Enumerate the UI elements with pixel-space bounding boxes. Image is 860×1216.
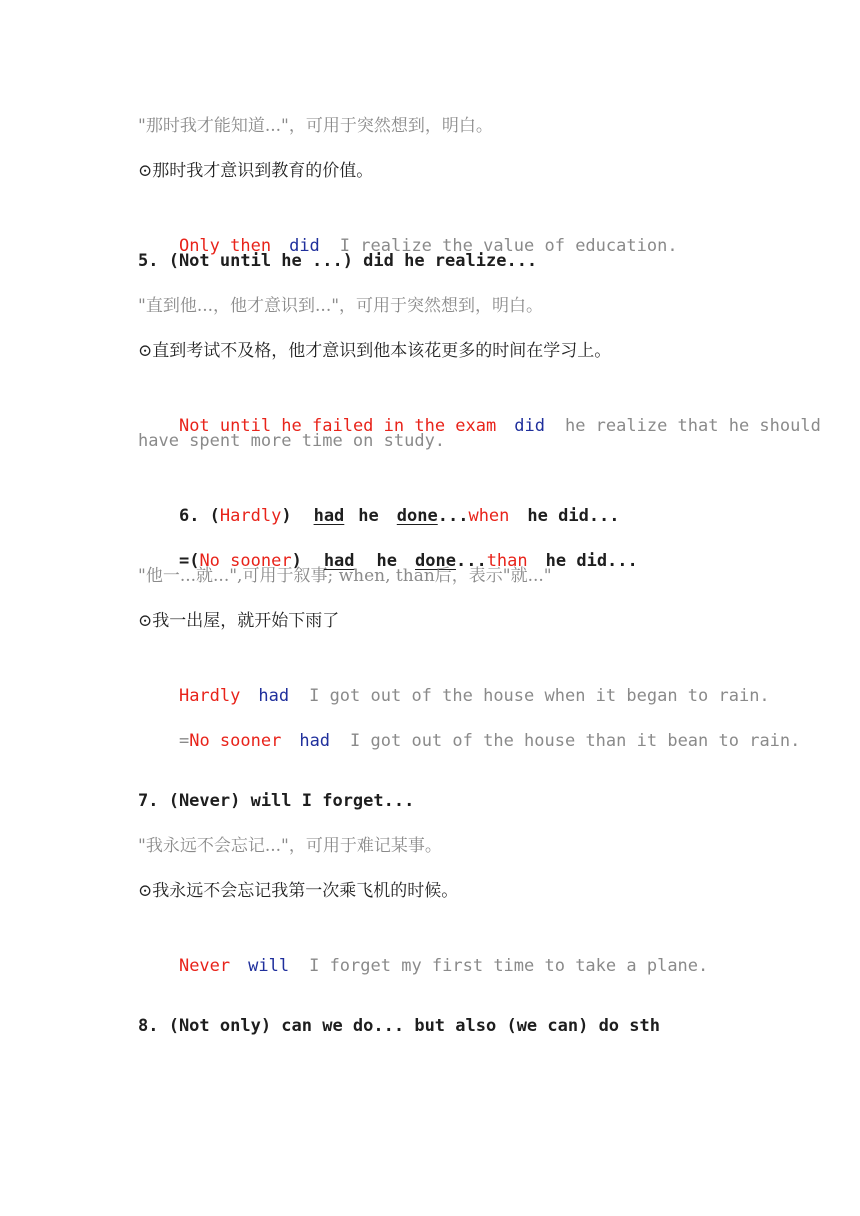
example-english-line [138,651,770,706]
example-chinese-line: ⊙直到考试不及格，他才意识到他本该花更多的时间在学习上。 [138,341,612,361]
explanation-line: "我永远不会忘记..."，可用于难记某事。 [138,836,442,856]
example-chinese-line: ⊙我一出屋，就开始下雨了 [138,611,340,631]
inverted-adverbial: Never [178,956,231,976]
keyword-when: when [468,506,510,526]
inverted-adverbial: Only then [178,236,272,256]
keyword-than: than [486,551,528,571]
section-heading-6 [138,471,620,526]
auxiliary-verb: will [248,956,290,976]
heading-equals: =( [178,551,200,571]
explanation-line: "他一...就...",可用于叙事; when, than后，表示"就..." [138,566,552,586]
keyword-no-sooner: No sooner [199,551,292,571]
heading-he-did: he did... [527,506,620,526]
inverted-adverbial: No sooner [189,731,282,751]
heading-number: 6. ( [178,506,220,526]
heading-paren: ) [291,551,302,571]
inverted-adverbial: Hardly [178,686,241,706]
auxiliary-verb: did [514,416,545,436]
example-english-line [138,921,709,976]
section-heading-6-alt [138,516,638,571]
heading-he-did: he did... [545,551,638,571]
sentence-rest: I got out of the house when it began to rain. [309,686,770,706]
underlined-had: had [323,551,355,571]
section-heading-7: 7. (Never) will I forget... [138,791,415,811]
sentence-rest: I got out of the house than it bean to rain. [350,731,801,751]
example-english-line-alt [138,696,801,751]
auxiliary-verb: did [289,236,320,256]
underlined-done: done [396,506,438,526]
underlined-had: had [313,506,345,526]
inverted-adverbial: Not until he failed in the exam [178,416,497,436]
sentence-rest: he realize that he should [564,416,821,436]
heading-dots: ... [437,506,469,526]
heading-dots: ... [455,551,487,571]
example-english-line [138,201,678,256]
underlined-done: done [415,551,456,571]
auxiliary-verb: had [258,686,290,706]
auxiliary-verb: had [299,731,331,751]
example-chinese-line: ⊙我永远不会忘记我第一次乘飞机的时候。 [138,881,459,901]
explanation-line: "那时我才能知道..."，可用于突然想到，明白。 [138,116,493,136]
example-chinese-line: ⊙那时我才意识到教育的价值。 [138,161,374,181]
section-heading-8: 8. (Not only) can we do... but also (we can) do sth [138,1016,660,1036]
equals-sign: = [178,731,190,751]
sentence-rest: I realize the value of education. [339,236,678,256]
heading-he: he [376,551,398,571]
keyword-hardly: Hardly [219,506,282,526]
sentence-rest: I forget my first time to take a plane. [309,956,709,976]
heading-paren: ) [281,506,292,526]
explanation-line: "直到他...，他才意识到..."，可用于突然想到，明白。 [138,296,544,316]
example-english-line [138,381,821,436]
example-english-continuation: have spent more time on study. [138,431,446,451]
section-heading-5: 5. (Not until he ...) did he realize... [138,251,538,271]
heading-he: he [358,506,379,526]
